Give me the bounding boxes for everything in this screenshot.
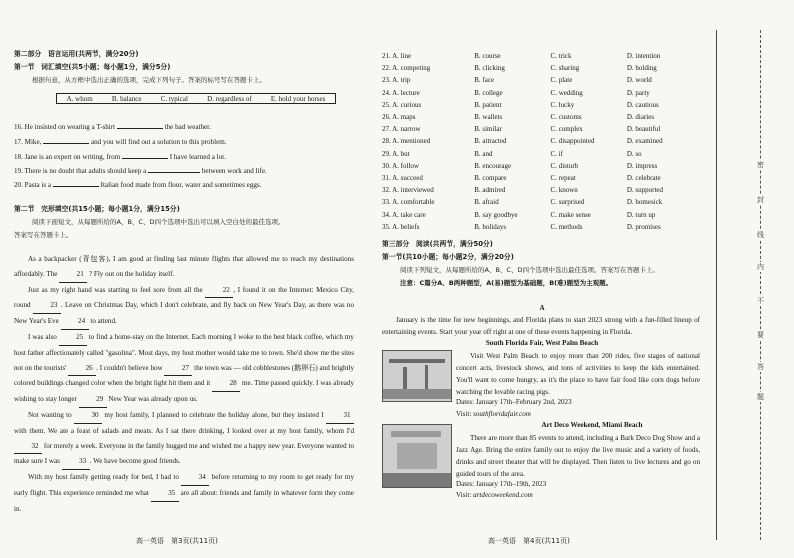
option-cell: D. examined <box>626 137 663 146</box>
option-cell: C. wedding <box>550 88 583 97</box>
option-cell: B. and <box>474 149 493 158</box>
event1-website-link[interactable]: southfloridafair.com <box>473 410 531 418</box>
section2-title: 第二节 完形填空(共15小题；每小题1分，满分15分) <box>14 205 180 213</box>
option-row <box>382 74 700 86</box>
option-cell: 24. A. lecture <box>382 88 420 97</box>
exam-page-4 <box>372 0 712 558</box>
option-cell: B. admired <box>474 186 506 195</box>
option-cell: B. clicking <box>474 64 505 73</box>
cloze-blank: 25 <box>59 330 87 346</box>
cloze-blank: 29 <box>79 392 107 408</box>
option-cell: D. supported <box>626 186 664 195</box>
seal-line-char: 线 <box>757 231 764 239</box>
option-cell: D. turn up <box>626 210 656 219</box>
seal-line-char: 封 <box>757 196 764 204</box>
cloze-text: are all about: friends and family in whatever form they come in. <box>14 488 354 513</box>
option-row <box>382 221 700 233</box>
option-cell: B. say goodbye <box>474 210 518 219</box>
option-cell: 29. A. but <box>382 149 410 158</box>
option-row <box>382 184 700 196</box>
option-row <box>382 148 700 160</box>
option-cell: B. compare <box>474 173 507 182</box>
part3-title: 第三部分 阅读(共两节，满分50分) <box>382 240 493 248</box>
exam-page-3 <box>0 0 372 558</box>
option-cell: C. methods <box>550 222 583 231</box>
option-cell: D. cautious <box>626 100 659 109</box>
option-cell: B. afraid <box>474 198 499 207</box>
cloze-blank: 23 <box>33 298 61 314</box>
option-row <box>382 160 700 172</box>
cloze-text: With my host family getting ready for bed, I had to <box>28 473 182 482</box>
part3-instruction: 阅读下列短文，从每题所给的A、B、C、D四个选项中选出最佳选项。答案写在答题卡上。 <box>400 266 659 274</box>
option-cell: D. holding <box>626 64 657 73</box>
sentence-18: 18. Jane is an expert on writing, from I have learned a lot. <box>14 153 226 161</box>
option-cell: B. patient <box>474 100 502 109</box>
event2-visit: Visit: artdecoweekend.com <box>456 491 533 499</box>
option-cell: C. plate <box>550 76 573 85</box>
option-cell: C. customs <box>550 113 582 122</box>
cloze-text: I was also <box>28 332 59 341</box>
event2-website-link[interactable]: artdecoweekend.com <box>473 491 533 499</box>
option-cell: B. attracted <box>474 137 507 146</box>
option-cell: 23. A. trip <box>382 76 411 85</box>
section2-instruction: 阅读下面短文，从每题所给的A、B、C、D四个选项中选出可以填入空白处的最佳选项。 <box>32 218 285 226</box>
event1-body: Visit West Palm Beach to enjoy more than 200 rides, five stages of national concert acts, livestock shows, and tons of activities to keep the kids entertained. You'll want to come hungry, as it's the place to have fair food like corn dogs before watching the lovable racing pigs. <box>456 352 700 396</box>
option-cell: 21. A. line <box>382 52 412 61</box>
seal-line <box>760 30 761 540</box>
sentence-19: 19. There is no doubt that adults should keep a between work and life. <box>14 167 267 175</box>
seal-line-char: 答 <box>757 363 764 371</box>
fair-photo <box>382 350 452 402</box>
option-cell: C. disturb <box>550 161 579 170</box>
event2-body: There are more than 85 events to attend, including a Bark Deco Dog Show and a Jazz Age. Bring the entire family out to enjoy the live music and a variety of foods, drinks and street theater that will be displayed. Then listen to live lectures and go on guided tours of the area. <box>456 434 700 478</box>
word-box <box>56 93 336 104</box>
cloze-text: As a backpacker (背包客), I am good at finding last minute flights that allowed me to reach my destinations affordably. The <box>14 255 354 278</box>
option-cell: D. celebrate <box>626 173 661 182</box>
option-cell: B. holidays <box>474 222 507 231</box>
option-cell: C. disappointed <box>550 137 595 146</box>
option-cell: B. similar <box>474 125 502 134</box>
option-cell: D. world <box>626 76 652 85</box>
option-cell: 27. A. narrow <box>382 125 421 134</box>
cloze-paragraph <box>14 330 354 408</box>
seal-line-char: 密 <box>757 161 764 169</box>
page-footer: 高一英语 第3页(共11页) <box>136 537 218 545</box>
event1-visit: Visit: southfloridafair.com <box>456 410 531 418</box>
option-cell: B. college <box>474 88 503 97</box>
option-cell: 30. A. follow <box>382 161 419 170</box>
part3-section1-title: 第一节(共10小题；每小题2分，满分20分) <box>382 253 514 261</box>
seal-line-char: 要 <box>757 331 764 339</box>
option-row <box>382 135 700 147</box>
cloze-text: ? Fly out on the holiday itself. <box>87 269 175 278</box>
cloze-blank: 32 <box>14 439 42 455</box>
option-cell: 34. A. take care <box>382 210 426 219</box>
cloze-text: Not wanting to <box>28 410 74 419</box>
cloze-text: to attend. <box>88 317 117 326</box>
cloze-passage <box>14 252 354 517</box>
word-option: A. whom <box>66 94 93 103</box>
option-cell: 25. A. curious <box>382 100 422 109</box>
option-row <box>382 172 700 184</box>
cloze-options-table <box>382 50 700 233</box>
cloze-text: . I couldn't believe how <box>96 363 165 372</box>
cloze-blank: 27 <box>164 361 192 377</box>
part2-title: 第二部分 语言运用(共两节，满分20分) <box>14 50 139 58</box>
option-cell: C. complex <box>550 125 583 134</box>
option-cell: 33. A. comfortable <box>382 198 435 207</box>
binding-line <box>716 30 717 540</box>
cloze-text: to find a home-stay on the Internet. Each morning I woke to the best black coffee, which my host father affectionately called "gasolina". Most days, my host mother would take me to town. She'd show me the sites not on the tourists' <box>14 332 354 372</box>
cloze-text: before returning to my room to get ready for my early flight. This experience reminded me what <box>14 473 354 497</box>
event1-title: South Florida Fair, West Palm Beach <box>485 339 599 347</box>
cloze-paragraph <box>14 408 354 470</box>
sentence-16: 16. He insisted on wearing a T-shirt the bad weather. <box>14 123 211 131</box>
option-cell: 32. A. interviewed <box>382 186 434 195</box>
option-row <box>382 123 700 135</box>
event2-title: Art Deco Weekend, Miami Beach <box>541 421 643 429</box>
option-cell: D. impress <box>626 161 658 170</box>
option-row <box>382 111 700 123</box>
cloze-text: the town was — old cobblestones (鹅卵石) and brightly colored buildings changed color when the bright light hit them and it <box>14 363 354 388</box>
word-option: E. hold your horses <box>270 94 326 103</box>
passage-label: A <box>539 304 545 312</box>
option-cell: D. promises <box>626 222 661 231</box>
cloze-text: for merely a week. Everyone in the family hugged me and wished me a happy new year. Everyone wanted to make sure I was <box>14 441 354 466</box>
option-cell: C. lucky <box>550 100 575 109</box>
cloze-blank: 30 <box>74 408 102 424</box>
passage-intro: January is the time for new beginnings, and Florida plans to start 2023 strong with a fun-filled lineup of entertaining events. Start your year off right at one of these events happening in Florida. <box>382 316 700 336</box>
cloze-text: . We have become good friends. <box>89 457 181 466</box>
option-cell: 22. A. competing <box>382 64 431 73</box>
option-cell: C. trick <box>550 52 572 61</box>
cloze-blank: 28 <box>212 376 240 392</box>
cloze-paragraph <box>14 283 354 330</box>
word-option: B. balance <box>111 94 142 103</box>
cloze-text: New Year was already upon us. <box>106 395 198 404</box>
option-cell: C. surprised <box>550 198 585 207</box>
cloze-blank: 35 <box>151 486 179 502</box>
sentence-20: 20. Pasta is a Italian food made from flour, water and sometimes eggs. <box>14 181 262 189</box>
cloze-text: Just as my right hand was starting to feel sore from all the <box>28 285 206 294</box>
cloze-blank: 21 <box>59 267 87 283</box>
option-cell: B. face <box>474 76 495 85</box>
option-cell: D. intention <box>626 52 661 61</box>
option-cell: D. so <box>626 149 642 158</box>
seal-line-char: 题 <box>757 393 764 401</box>
event2-dates: Dates: January 17th–19th, 2023 <box>456 480 547 488</box>
option-cell: 31. A. succeed <box>382 173 423 182</box>
cloze-blank: 22 <box>205 283 233 299</box>
cloze-text: my host family, I planned to celebrate the holiday alone, but they insisted I <box>102 410 326 419</box>
cloze-text: . Leave on Christmas Day, which I don't celebrate, and fly back on New Year's Day, as there was no New Year's Eve <box>14 301 355 326</box>
option-cell: C. if <box>550 149 563 158</box>
option-row <box>382 62 700 74</box>
option-cell: D. party <box>626 88 650 97</box>
seal-line-char: 不 <box>757 297 764 305</box>
option-cell: D. diaries <box>626 113 655 122</box>
option-cell: 26. A. maps <box>382 113 416 122</box>
option-row <box>382 196 700 208</box>
option-cell: C. known <box>550 186 578 195</box>
word-option: D. regardless of <box>207 94 252 103</box>
option-row <box>382 50 700 62</box>
option-cell: B. wallets <box>474 113 503 122</box>
option-row <box>382 99 700 111</box>
option-cell: C. sharing <box>550 64 580 73</box>
option-cell: 35. A. beliefs <box>382 222 420 231</box>
section1-instruction: 根据句意，从方框中选出正确的选项，完成下列句子。答案的标号写在答题卡上。 <box>32 76 266 84</box>
option-cell: D. homesick <box>626 198 663 207</box>
section2-instruction-cont: 答案写在答题卡上。 <box>14 231 73 239</box>
option-cell: B. encourage <box>474 161 512 170</box>
event1-dates: Dates: January 17th–February 2nd, 2023 <box>456 398 572 406</box>
binding-margin <box>712 0 794 558</box>
cloze-paragraph <box>14 252 354 283</box>
option-cell: C. make sense <box>550 210 591 219</box>
cloze-blank: 26 <box>68 361 96 377</box>
art-deco-photo <box>382 424 452 488</box>
option-row <box>382 208 700 220</box>
page-footer: 高一英语 第4页(共11页) <box>488 537 570 545</box>
cloze-blank: 31 <box>326 408 354 424</box>
seal-line-char: 内 <box>757 263 764 271</box>
option-cell: C. repeat <box>550 173 576 182</box>
option-cell: 28. A. mentioned <box>382 137 431 146</box>
cloze-blank: 24 <box>61 314 89 330</box>
option-cell: B. course <box>474 52 501 61</box>
sentence-17: 17. Mike, and you will find out a solution to this problem. <box>14 138 227 146</box>
cloze-blank: 33 <box>62 454 90 470</box>
word-option: C. typical <box>160 94 188 103</box>
cloze-text: with them. We ate a feast of salads and meats. As I sat there drinking, I looked over at my host family, whom I'd <box>14 426 354 435</box>
cloze-text: me. Time passed quickly. I was already wishing to stay longer <box>14 379 354 404</box>
part3-note: 注意：C篇分A、B两种题型，A(易)题型为基础题，B(难)题型为主观题。 <box>400 279 613 287</box>
option-row <box>382 87 700 99</box>
section1-title: 第一节 词汇填空(共5小题；每小题1分，满分5分) <box>14 63 171 71</box>
option-cell: D. beautiful <box>626 125 661 134</box>
cloze-paragraph <box>14 470 354 516</box>
cloze-blank: 34 <box>181 470 209 486</box>
cloze-text: , I found it on the Internet: Mexico City, round <box>14 285 355 310</box>
